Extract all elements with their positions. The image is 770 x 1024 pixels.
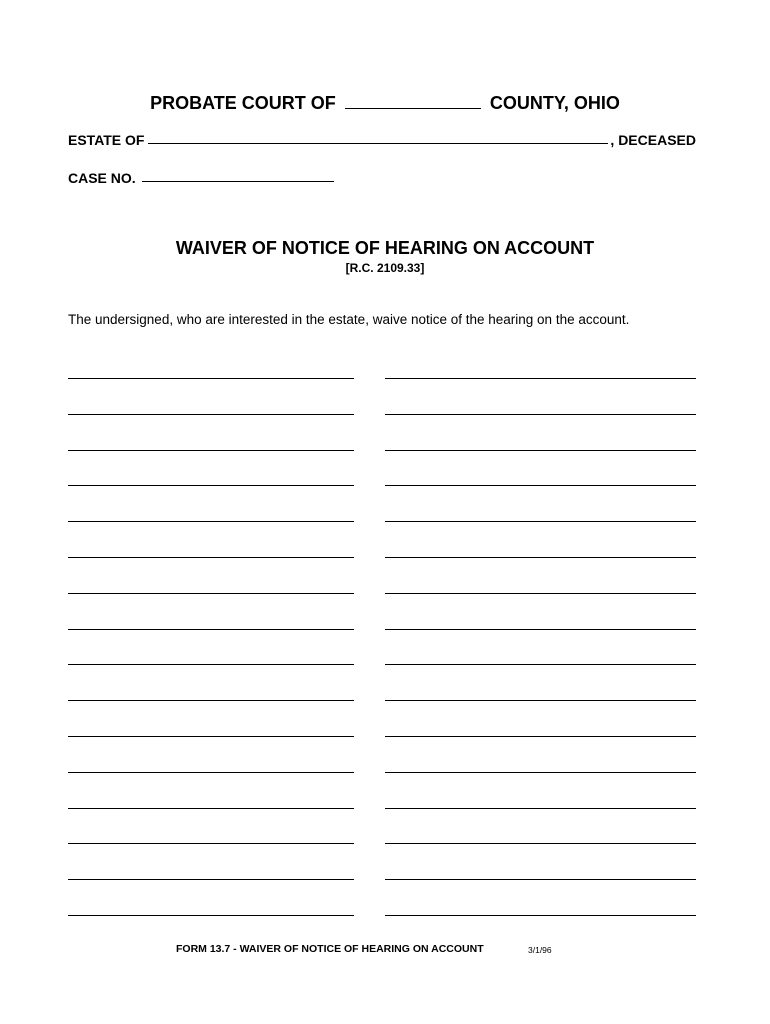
signature-line[interactable]: [385, 593, 696, 594]
signature-line[interactable]: [385, 736, 696, 737]
signature-line[interactable]: [385, 664, 696, 665]
signature-line[interactable]: [68, 915, 354, 916]
signature-line[interactable]: [68, 700, 354, 701]
case-row: [68, 170, 334, 186]
signature-line[interactable]: [385, 808, 696, 809]
signature-line[interactable]: [68, 378, 354, 379]
signature-line[interactable]: [385, 772, 696, 773]
signature-line[interactable]: [385, 843, 696, 844]
signature-line[interactable]: [68, 664, 354, 665]
court-suffix: COUNTY, OHIO: [489, 93, 620, 113]
signature-line[interactable]: [68, 629, 354, 630]
signature-line[interactable]: [68, 772, 354, 773]
signature-line[interactable]: [385, 629, 696, 630]
signature-line[interactable]: [68, 557, 354, 558]
footer-form-label: FORM 13.7 - WAIVER OF NOTICE OF HEARING ON ACCOUNT: [176, 943, 484, 955]
signature-line[interactable]: [385, 700, 696, 701]
waiver-statement: The undersigned, who are interested in the estate, waive notice of the hearing on the account.: [68, 312, 630, 327]
estate-suffix: , DECEASED: [610, 132, 696, 148]
signature-line[interactable]: [385, 557, 696, 558]
signature-line[interactable]: [68, 485, 354, 486]
signature-line[interactable]: [385, 414, 696, 415]
footer-revision-date: 3/1/96: [528, 945, 552, 955]
estate-row: [68, 132, 696, 148]
court-prefix: PROBATE COURT OF: [150, 93, 336, 113]
signature-line[interactable]: [68, 843, 354, 844]
signature-line[interactable]: [385, 521, 696, 522]
county-blank[interactable]: [345, 107, 481, 109]
signature-line[interactable]: [68, 450, 354, 451]
estate-name-blank[interactable]: [148, 142, 608, 144]
signature-line[interactable]: [68, 736, 354, 737]
case-number-blank[interactable]: [142, 180, 334, 182]
statute-reference: [R.C. 2109.33]: [345, 261, 425, 275]
signature-line[interactable]: [385, 378, 696, 379]
signature-line[interactable]: [68, 808, 354, 809]
signature-line[interactable]: [385, 915, 696, 916]
signature-line[interactable]: [385, 450, 696, 451]
form-title: WAIVER OF NOTICE OF HEARING ON ACCOUNT: [175, 238, 595, 258]
signature-line[interactable]: [385, 485, 696, 486]
signature-line[interactable]: [68, 521, 354, 522]
case-label: CASE NO.: [68, 170, 136, 186]
estate-label: ESTATE OF: [68, 132, 145, 148]
signature-line[interactable]: [68, 414, 354, 415]
court-title: [0, 93, 770, 114]
signature-line[interactable]: [68, 879, 354, 880]
signature-line[interactable]: [68, 593, 354, 594]
signature-line[interactable]: [385, 879, 696, 880]
